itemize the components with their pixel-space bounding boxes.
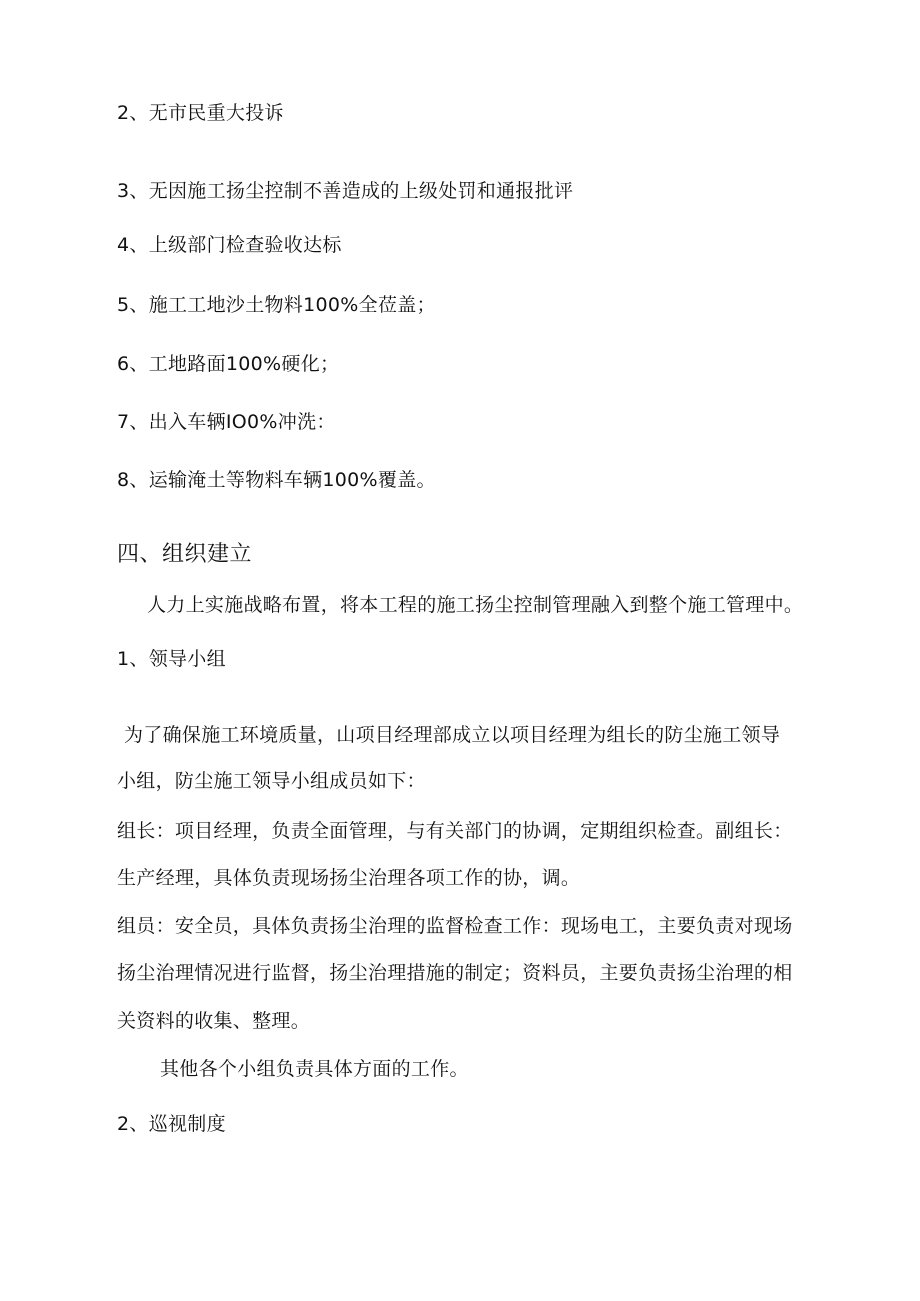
other-para: 其他各个小组负责具体方面的工作。 (160, 1058, 469, 1080)
criterion-4: 4、上级部门检查验收达标 (117, 234, 342, 256)
leader-para-line-2: 生产经理，具体负责现场扬尘治理各项工作的协，调。 (117, 867, 581, 889)
section-intro: 人力上实施战略布置，将本工程的施工扬尘控制管理融入到整个施工管理中。 (147, 594, 804, 616)
item2-title: 2、巡视制度 (117, 1113, 226, 1135)
criterion-8: 8、运输淹土等物料车辆100%覆盖。 (117, 469, 436, 491)
criterion-5: 5、施工工地沙土物料100%全莅盖； (117, 294, 436, 316)
leader-para-line-1: 组长：项目经理，负责全面管理，与有关部门的协调，定期组织检查。副组长： (117, 820, 793, 842)
member-para-line-3: 关资料的收集、整理。 (117, 1010, 311, 1032)
section-heading: 四、组织建立 (117, 542, 253, 567)
criterion-6: 6、工地路面100%硬化； (117, 353, 340, 375)
item1-title: 1、领导小组 (117, 648, 226, 670)
item1-para-line-2: 小组，防尘施工领导小组成员如下： (117, 770, 426, 792)
member-para-line-1: 组员：安全员，具体负责扬尘治理的监督检查工作：现场电工，主要负责对现场 (117, 915, 793, 937)
criterion-3: 3、无因施工扬尘控制不善造成的上级处罚和通报批评 (117, 180, 574, 202)
member-para-line-2: 扬尘治理情况进行监督，扬尘治理措施的制定；资料员，主要负责扬尘治理的相 (117, 962, 793, 984)
item1-para-line-1: 为了确保施工环境质量，山项目经理部成立以项目经理为组长的防尘施工领导 (124, 724, 781, 746)
criterion-2: 2、无市民重大投诉 (117, 102, 284, 124)
criterion-7: 7、出入车辆IO0%冲洗： (117, 411, 336, 433)
